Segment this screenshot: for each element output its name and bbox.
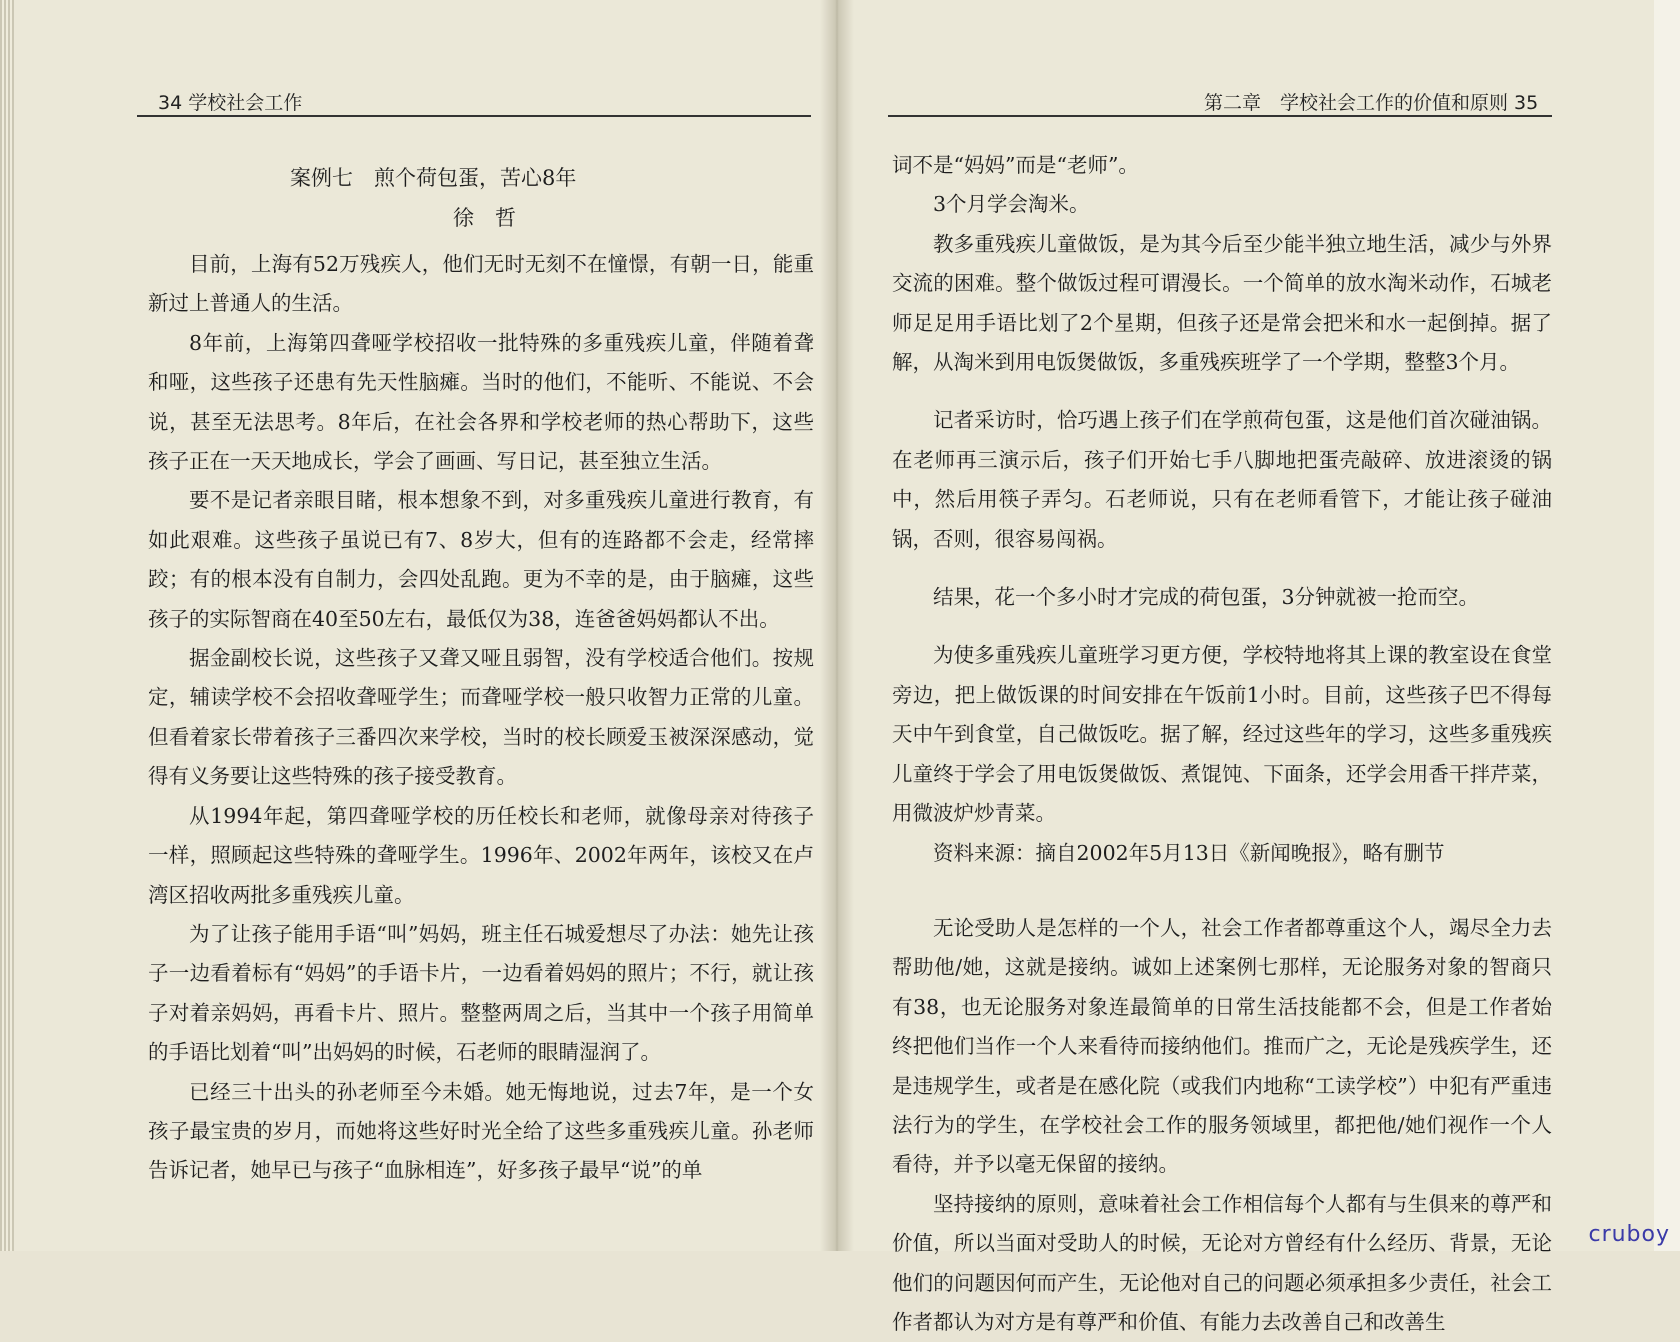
paragraph: 记者采访时，恰巧遇上孩子们在学煎荷包蛋，这是他们首次碰油锅。在老师再三演示后，孩子们开始七手八脚地把蛋壳敲碎、放进滚烫的锅中，然后用筷子弄匀。石老师说，只有在老师看管下，才能让孩子碰油锅，否则，很容易闯祸。: [892, 408, 1552, 551]
paragraph: 教多重残疾儿童做饭，是为其今后至少能半独立地生活，减少与外界交流的困难。整个做饭过程可谓漫长。一个简单的放水淘米动作，石城老师足足用手语比划了2个星期，但孩子还是常会把米和水一起倒掉。据了解，从淘米到用电饭煲做饭，多重残疾班学了一个学期，整整3个月。: [892, 231, 1552, 375]
paragraph: 3个月学会淘米。: [933, 192, 1090, 217]
paragraph: 为了让孩子能用手语“叫”妈妈，班主任石城爱想尽了办法：她先让孩子一边看着标有“妈妈”的手语卡片，一边看着妈妈的照片；不行，就让孩子对着亲妈妈，再看卡片、照片。整整两周之后，当其中一个孩子用简单的手语比划着“叫”出妈妈的时候，石老师的眼睛湿润了。: [148, 921, 814, 1065]
right-header-rule: [888, 115, 1552, 117]
case-author: 徐 哲: [453, 206, 516, 230]
right-page-header: 第二章 学校社会工作的价值和原则 35: [1204, 92, 1539, 114]
paragraph: 目前，上海有52万残疾人，他们无时无刻不在憧憬，有朝一日，能重新过上普通人的生活。: [148, 252, 814, 316]
page-edges: [0, 0, 14, 1251]
paragraph: 8年前，上海第四聋哑学校招收一批特殊的多重残疾儿童，伴随着聋和哑，这些孩子还患有先天性脑瘫。当时的他们，不能听、不能说、不会说，甚至无法思考。8年后，在社会各界和学校老师的热心帮助下，这些孩子正在一天天地成长，学会了画画、写日记，甚至独立生活。: [148, 330, 814, 474]
paragraph: 结果，花一个多小时才完成的荷包蛋，3分钟就被一抢而空。: [933, 585, 1480, 610]
paragraph: 坚持接纳的原则，意味着社会工作相信每个人都有与生俱来的尊严和价值，所以当面对受助人的时候，无论对方曾经有什么经历、背景，无论他们的问题因何而产生，无论他对自己的问题必须承担多少责任，社会工作者都认为对方是有尊严和价值、有能力去改善自己和改善生: [892, 1191, 1552, 1334]
paragraph: 从1994年起，第四聋哑学校的历任校长和老师，就像母亲对待孩子一样，照顾起这些特殊的聋哑学生。1996年、2002年两年，该校又在卢湾区招收两批多重残疾儿童。: [148, 803, 814, 907]
left-header-rule: [137, 115, 811, 117]
source-note: 资料来源：摘自2002年5月13日《新闻晚报》，略有删节: [933, 840, 1445, 865]
paragraph: 要不是记者亲眼目睹，根本想象不到，对多重残疾儿童进行教育，有如此艰难。这些孩子虽说已有7、8岁大，但有的连路都不会走，经常摔跤；有的根本没有自制力，会四处乱跑。更为不幸的是，由于脑瘫，这些孩子的实际智商在40至50左右，最低仅为38，连爸爸妈妈都认不出。: [148, 488, 814, 631]
left-body: [148, 245, 814, 1191]
scan-margin: [1654, 0, 1680, 1251]
paragraph: 已经三十出头的孙老师至今未婚。她无悔地说，过去7年，是一个女孩子最宝贵的岁月，而她将这些好时光全给了这些多重残疾儿童。孙老师告诉记者，她早已与孩子“血脉相连”，好多孩子最早“说”的单: [148, 1079, 814, 1183]
paragraph: 无论受助人是怎样的一个人，社会工作者都尊重这个人，竭尽全力去帮助他/她，这就是接纳。诚如上述案例七那样，无论服务对象的智商只有38，也无论服务对象连最简单的日常生活技能都不会，但是工作者始终把他们当作一个人来看待而接纳他们。推而广之，无论是残疾学生，还是违规学生，或者是在感化院（或我们内地称“工读学校”）中犯有严重违法行为的学生，在学校社会工作的服务领域里，都把他/她们视作一个人看待，并予以毫无保留的接纳。: [892, 915, 1552, 1177]
watermark: cruboy: [1588, 1222, 1670, 1247]
left-page-header: 34 学校社会工作: [158, 92, 303, 114]
paragraph: 词不是“妈妈”而是“老师”。: [892, 153, 1139, 177]
book-gutter: [820, 0, 854, 1251]
paragraph: 据金副校长说，这些孩子又聋又哑且弱智，没有学校适合他们。按规定，辅读学校不会招收聋哑学生；而聋哑学校一般只收智力正常的儿童。但看着家长带着孩子三番四次来学校，当时的校长顾爱玉被深深感动，觉得有义务要让这些特殊的孩子接受教育。: [148, 646, 814, 789]
right-body: [892, 146, 1552, 1342]
paragraph: 为使多重残疾儿童班学习更方便，学校特地将其上课的教室设在食堂旁边，把上做饭课的时间安排在午饭前1小时。目前，这些孩子巴不得每天中午到食堂，自己做饭吃。据了解，经过这些年的学习，这些多重残疾儿童终于学会了用电饭煲做饭、煮馄饨、下面条，还学会用香干拌芹菜，用微波炉炒青菜。: [892, 643, 1552, 826]
case-title: 案例七 煎个荷包蛋，苦心8年: [290, 166, 577, 190]
